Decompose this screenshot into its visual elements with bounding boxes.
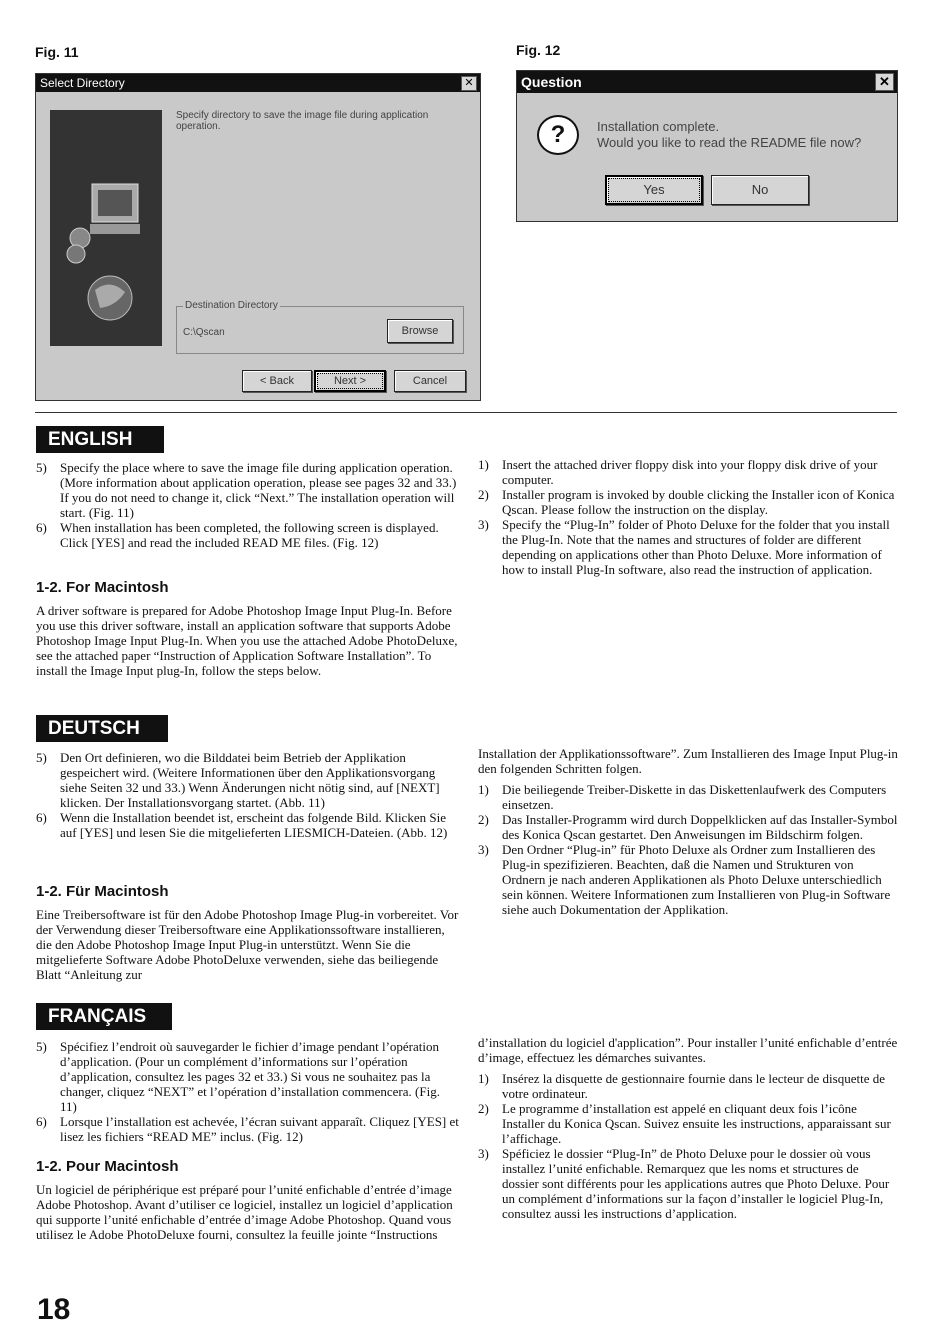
deutsch-left-column (36, 750, 460, 840)
item-number: 3) (478, 517, 489, 532)
dialog-titlebar (517, 71, 897, 93)
close-icon[interactable]: ✕ (461, 76, 477, 91)
item-text: Spécifiez l’endroit où sauvegarder le fichier d’image pendant l’opération d’application. (Pour un complément d’informations sur l’opération d’application, consultez les pages 32 et 33.) Si vous ne souhaitez pas la changer, cliquez “NEXT” et l’opération d’installation commencera. (Fig. 11) (60, 1039, 440, 1114)
item-text: When installation has been completed, the following screen is displayed. Click [YES] and read the included READ ME files. (Fig. 12) (60, 520, 439, 550)
section-divider (35, 412, 897, 413)
item-text: Specify the place where to save the image file during application operation. (More information about application operation, please see pages 32 and 33.) If you do not need to change it, click “Next.” The installation operation will start. (Fig. 11) (60, 460, 457, 520)
list-item (478, 457, 898, 487)
item-number: 5) (36, 750, 47, 765)
item-text: Insérez la disquette de gestionnaire fournie dans le lecteur de disquette de votre ordinateur. (502, 1071, 885, 1101)
paragraph-text: Un logiciel de périphérique est préparé pour l’unité enfichable d’entrée d’image Adobe Photoshop. Avant d’utiliser ce logiciel, installez un logiciel d’application qui supporte l’unité enfichable d’entrée d’image Adobe Photoshop. Quand vous utilisez le Adobe PhotoDeluxe fourni, consultez la feuille jointe “Instructions (36, 1182, 453, 1242)
item-text: Wenn die Installation beendet ist, erscheint das folgende Bild. Klicken Sie auf [YES] und lesen Sie die mitgelieferten LIESMICH-Dateien. (Abb. 12) (60, 810, 448, 840)
dialog-instruction: Specify directory to save the image file during application operation. (176, 110, 429, 132)
deutsch-paragraph (36, 907, 460, 982)
list-item (36, 750, 460, 810)
destination-path: C:\Qscan (183, 327, 225, 338)
list-item (478, 1146, 898, 1221)
select-directory-dialog (35, 73, 481, 401)
destination-label: Destination Directory (185, 300, 278, 311)
computer-install-icon (50, 110, 162, 346)
question-message (597, 119, 861, 151)
message-line-1: Installation complete. (597, 119, 720, 134)
item-text: Spéficiez le dossier “Plug-In” de Photo Deluxe pour le dossier où vous installez l’unité enfichable. Remarquez que les noms et structures de dossier sont différents pour les applications autres que Photo Deluxe. Pour un complément d’informations sur la façon d’installer le logiciel Plug-In, consultez aussi les instructions d’application. (502, 1146, 890, 1221)
list-item (478, 1101, 898, 1146)
item-text: Den Ordner “Plug-in” für Photo Deluxe als Ordner zum Installieren des Plug-in spezifizieren. Beachten, daß die Namen und Strukturen von Ordnern je nach anderen Applikationen als Photo Deluxe unterschiedlich sein können. Weitere Informationen zum Installieren von Plug-in Software siehe auch Dokumentation der Applikation. (502, 842, 891, 917)
question-icon: ? (537, 115, 579, 155)
item-text: Die beiliegende Treiber-Diskette in das Diskettenlaufwerk des Computers einsetzen. (502, 782, 887, 812)
deutsch-heading: 1-2. Für Macintosh (36, 883, 169, 900)
paragraph-text: d’installation du logiciel d'application”. Pour installer l’unité enfichable d’entrée d’image, effectuez les démarches suivantes. (478, 1035, 898, 1065)
item-number: 3) (478, 1146, 489, 1161)
item-number: 6) (36, 520, 47, 535)
item-text: Le programme d’installation est appelé en cliquant deux fois l’icône Installer du Konica Qscan. Suivez ensuite les instructions, apparaissant sur l’affichage. (502, 1101, 891, 1146)
list-item (478, 487, 898, 517)
question-dialog (516, 70, 898, 222)
francais-banner: FRANÇAIS (36, 1003, 172, 1030)
list-item (478, 842, 898, 917)
list-item (478, 782, 898, 812)
english-banner: ENGLISH (36, 426, 164, 453)
item-number: 6) (36, 1114, 47, 1129)
close-icon[interactable]: ✕ (875, 73, 894, 91)
no-button[interactable]: No (711, 175, 809, 205)
next-button[interactable]: Next > (314, 370, 386, 392)
item-number: 5) (36, 1039, 47, 1054)
yes-button[interactable]: Yes (605, 175, 703, 205)
dialog-titlebar (36, 74, 480, 92)
item-number: 5) (36, 460, 47, 475)
francais-right-column (478, 1035, 898, 1221)
page-number: 18 (37, 1293, 71, 1326)
item-number: 2) (478, 812, 489, 827)
list-item (478, 517, 898, 577)
list-item (36, 1114, 460, 1144)
item-text: Lorsque l’installation est achevée, l’écran suivant apparaît. Cliquez [YES] et lisez les fichiers “READ ME” inclus. (Fig. 12) (60, 1114, 459, 1144)
item-number: 6) (36, 810, 47, 825)
english-heading: 1-2. For Macintosh (36, 579, 169, 596)
deutsch-right-column (478, 746, 898, 917)
item-number: 1) (478, 782, 489, 797)
message-line-2: Would you like to read the README file now? (597, 135, 862, 150)
list-item (36, 520, 460, 550)
fig11-label: Fig. 11 (35, 44, 79, 60)
fig12-label: Fig. 12 (516, 42, 561, 58)
back-button[interactable]: < Back (242, 370, 312, 392)
item-text: Specify the “Plug-In” folder of Photo Deluxe for the folder that you install the Plug-In. Note that the names and structures of folder are different depending on applications other than Photo Deluxe. More information of how to install Plug-In software, also read the instruction of application. (502, 517, 890, 577)
paragraph-text: A driver software is prepared for Adobe Photoshop Image Input Plug-In. Before you use this driver software, install an application software that supports Adobe Photoshop Image Input Plug-In. When you use the attached Adobe PhotoDeluxe, see the attached paper “Instruction of Application Software Installation”. To install the Image Input plug-In, follow the steps below. (36, 603, 458, 678)
item-number: 2) (478, 1101, 489, 1116)
item-text: Den Ort definieren, wo die Bilddatei beim Betrieb der Applikation gespeichert wird. (Weitere Informationen über den Applikationsvorgang siehe Seiten 32 und 33.) Wenn Änderungen nicht nötig sind, auf [NEXT] klicken. Der Installationsvorgang startet. (Abb. 11) (60, 750, 440, 810)
item-text: Insert the attached driver floppy disk into your floppy disk drive of your computer. (502, 457, 878, 487)
deutsch-banner: DEUTSCH (36, 715, 168, 742)
dialog-title: Question (521, 74, 582, 90)
item-number: 3) (478, 842, 489, 857)
item-text: Installer program is invoked by double clicking the Installer icon of Konica Qscan. Please follow the instruction on the display. (502, 487, 895, 517)
paragraph-text: Installation der Applikationssoftware”. Zum Installieren des Image Input Plug-in den folgenden Schritten folgen. (478, 746, 898, 776)
cancel-button[interactable]: Cancel (394, 370, 466, 392)
destination-group (176, 300, 464, 354)
francais-heading: 1-2. Pour Macintosh (36, 1158, 179, 1175)
english-paragraph (36, 603, 460, 678)
english-left-column (36, 460, 460, 550)
item-number: 1) (478, 457, 489, 472)
list-item (36, 460, 460, 520)
browse-button[interactable]: Browse (387, 319, 453, 343)
francais-paragraph (36, 1182, 460, 1242)
paragraph-text: Eine Treibersoftware ist für den Adobe Photoshop Image Plug-in vorbereitet. Vor der Verwendung dieser Treibersoftware eine Applikationssoftware installieren, die den Adobe Photoshop Image Input Plug-in unterstützt. Wenn Sie die mitgelieferte Software Adobe PhotoDeluxe verwenden, siehe das beiliegende Blatt “Anleitung zur (36, 907, 459, 982)
francais-left-column (36, 1039, 460, 1144)
list-item (478, 812, 898, 842)
item-text: Das Installer-Programm wird durch Doppelklicken auf das Installer-Symbol des Konica Qscan gestartet. Den Anweisungen im Bildschirm folgen. (502, 812, 898, 842)
item-number: 2) (478, 487, 489, 502)
item-number: 1) (478, 1071, 489, 1086)
dialog-title: Select Directory (40, 76, 125, 90)
setup-illustration (50, 110, 162, 346)
list-item (36, 810, 460, 840)
list-item (478, 1071, 898, 1101)
list-item (36, 1039, 460, 1114)
english-right-column (478, 457, 898, 577)
